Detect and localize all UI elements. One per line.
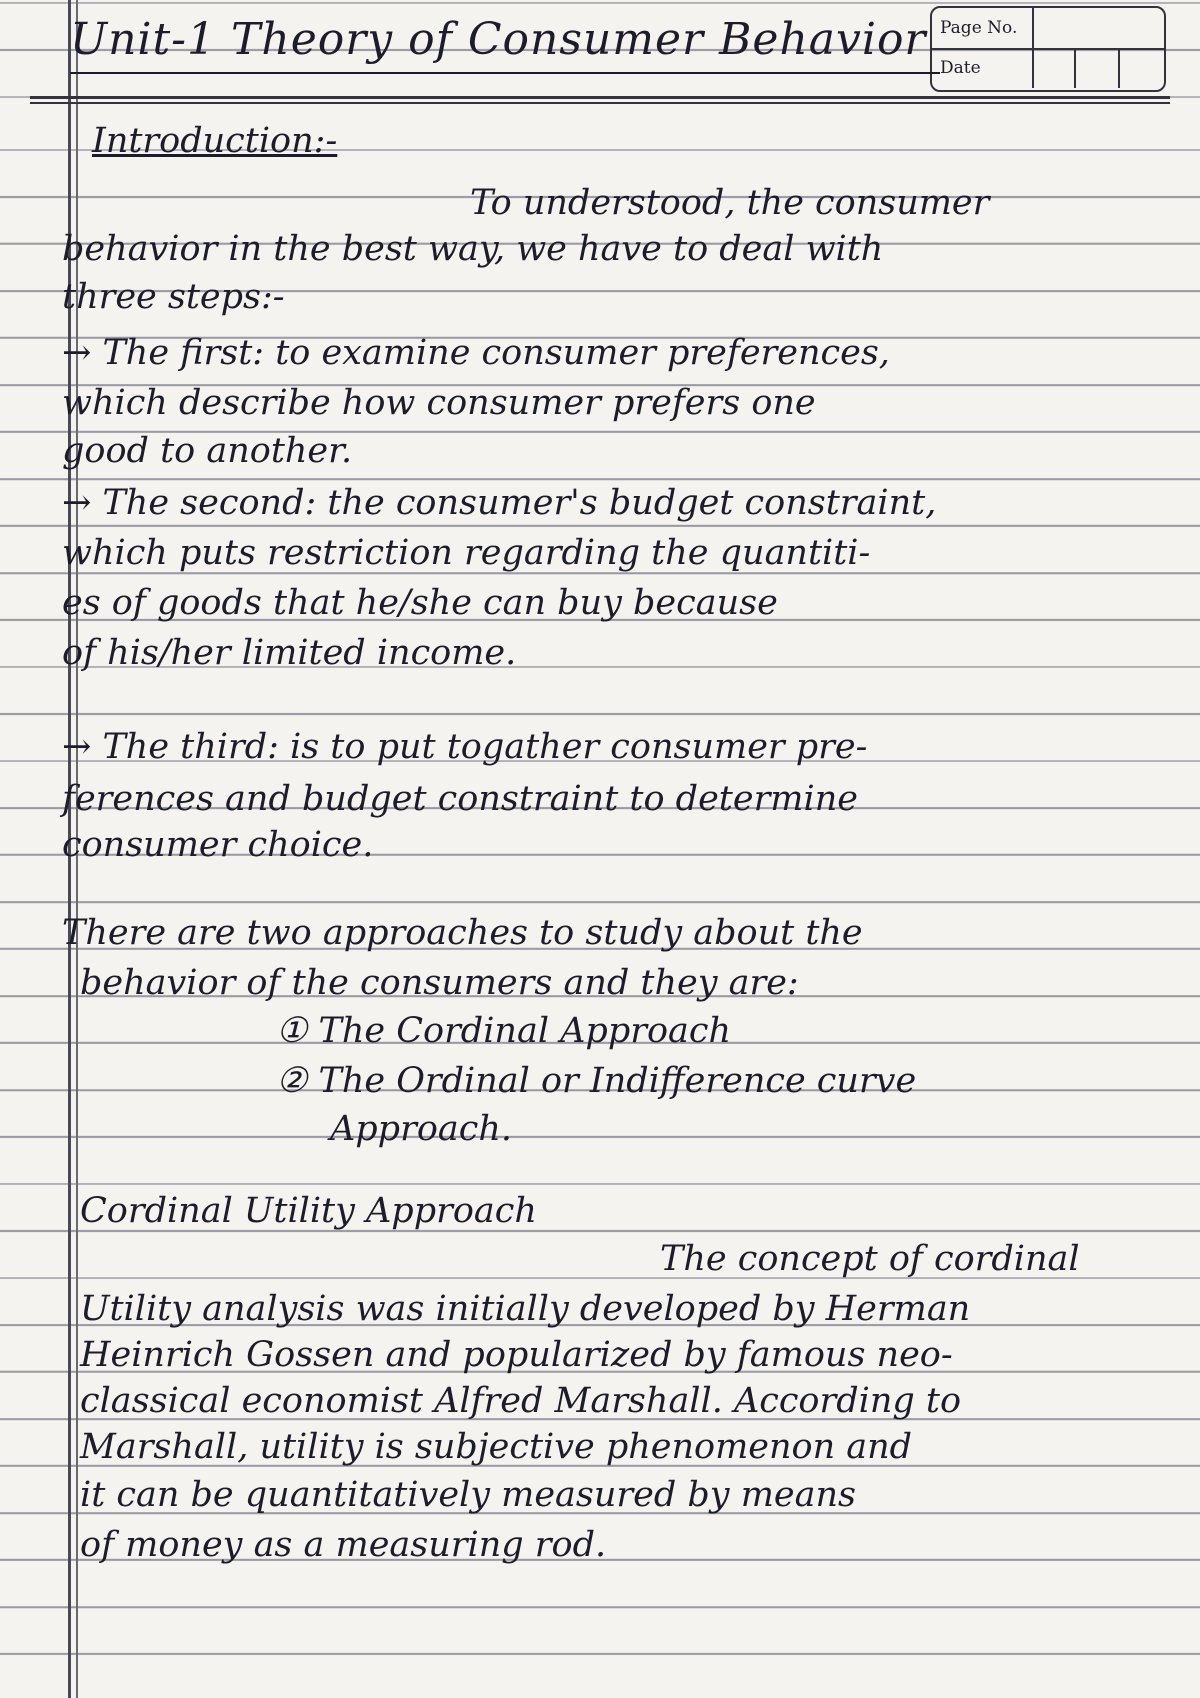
text-line: There are two approaches to study about the bbox=[62, 913, 863, 953]
text-line: classical economist Alfred Marshall. According to bbox=[80, 1381, 962, 1421]
date-row bbox=[932, 48, 1164, 88]
text-line: three steps:- bbox=[62, 277, 285, 317]
page-number-label: Page No. bbox=[940, 18, 1018, 38]
text-line: good to another. bbox=[62, 431, 353, 471]
text-line: Marshall, utility is subjective phenomenon and bbox=[80, 1427, 913, 1467]
text-line: → The second: the consumer's budget constraint, bbox=[62, 483, 937, 523]
text-line: ferences and budget constraint to determine bbox=[62, 779, 858, 819]
text-line: of his/her limited income. bbox=[62, 633, 517, 673]
heading-introduction: Introduction:- bbox=[92, 121, 338, 161]
text-line: which puts restriction regarding the quantiti- bbox=[62, 533, 871, 573]
text-line: → The third: is to put togather consumer pre- bbox=[62, 727, 868, 767]
text-line: Utility analysis was initially developed by Herman bbox=[80, 1289, 971, 1329]
text-line: behavior of the consumers and they are: bbox=[80, 963, 799, 1003]
list-item: ① The Cordinal Approach bbox=[276, 1011, 732, 1051]
top-rule bbox=[30, 96, 1170, 99]
date-label: Date bbox=[940, 58, 981, 78]
text-line: it can be quantitatively measured by means bbox=[80, 1475, 856, 1515]
top-rule-inner bbox=[30, 102, 1170, 104]
text-line: → The first: to examine consumer preferences, bbox=[62, 333, 890, 373]
text-line: behavior in the best way, we have to deal with bbox=[62, 229, 884, 269]
page-number-date-box bbox=[930, 6, 1166, 92]
text-line: Heinrich Gossen and popularized by famous neo- bbox=[80, 1335, 953, 1375]
heading-cordinal-utility: Cordinal Utility Approach bbox=[80, 1191, 537, 1231]
text-line: Approach. bbox=[330, 1109, 513, 1149]
text-line: The concept of cordinal bbox=[660, 1239, 1080, 1279]
text-line: es of goods that he/she can buy because bbox=[62, 583, 778, 623]
text-line: consumer choice. bbox=[62, 825, 374, 865]
text-line: To understood, the consumer bbox=[470, 183, 990, 223]
list-item: ② The Ordinal or Indifference curve bbox=[276, 1061, 917, 1101]
page-number-row bbox=[932, 8, 1164, 50]
text-line: which describe how consumer prefers one bbox=[62, 383, 816, 423]
title-underline bbox=[70, 72, 940, 74]
text-line: of money as a measuring rod. bbox=[80, 1525, 607, 1565]
page-title: Unit-1 Theory of Consumer Behavior bbox=[70, 14, 927, 65]
